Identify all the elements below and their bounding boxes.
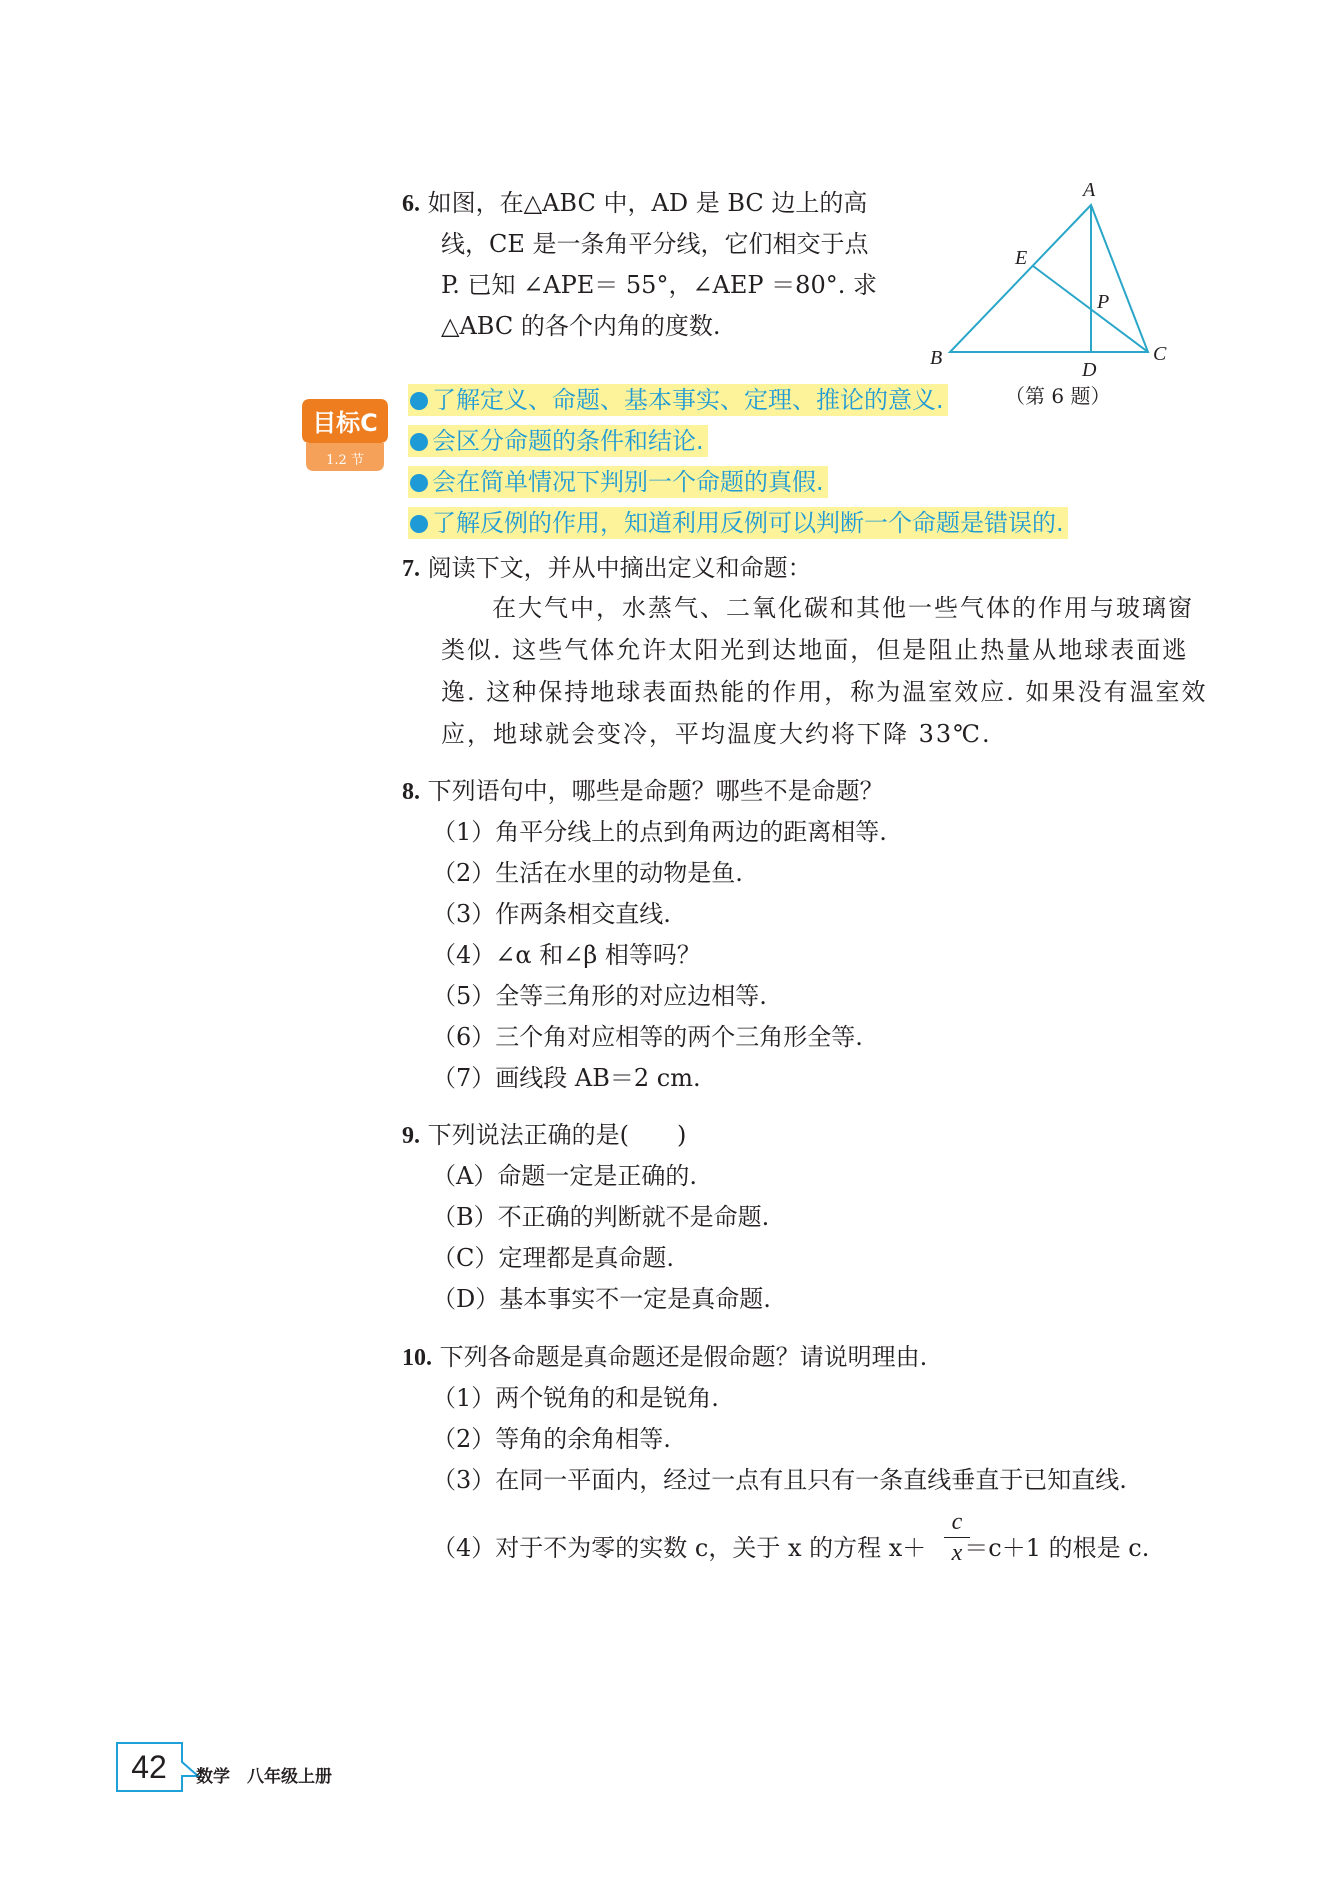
q7-passage-4: 应，地球就会变冷，平均温度大约将下降 33℃. — [441, 720, 992, 748]
q10-item-3: （3）在同一平面内，经过一点有且只有一条直线垂直于已知直线. — [432, 1466, 1127, 1494]
q10-line — [402, 1340, 927, 1375]
goal-item-3-text: 会在简单情况下判别一个命题的真假. — [432, 468, 824, 496]
q7-passage-2: 类似. 这些气体允许太阳光到达地面，但是阻止热量从地球表面逃 — [441, 636, 1189, 664]
label-d: D — [1082, 359, 1097, 381]
bullet-icon — [410, 433, 428, 451]
label-a: A — [1083, 180, 1096, 201]
q10-item-2: （2）等角的余角相等. — [432, 1425, 671, 1453]
q7-line — [402, 551, 812, 586]
bullet-icon — [410, 474, 428, 492]
q10-item-4-before: （4）对于不为零的实数 c，关于 x 的方程 x＋ — [432, 1534, 927, 1562]
label-p: P — [1097, 291, 1110, 313]
q9-option-c: （C）定理都是真命题. — [432, 1244, 674, 1272]
bullet-icon — [410, 515, 428, 533]
footer-book-title: 数学 八年级上册 — [196, 1767, 332, 1787]
goal-c-badge — [296, 393, 394, 475]
q7-number: 7. — [402, 556, 420, 582]
goal-item-4 — [408, 507, 1068, 539]
goal-item-1 — [408, 384, 948, 416]
q6-line-3: P. 已知 ∠APE＝ 55°，∠AEP ＝80°. 求 — [441, 271, 877, 299]
goal-c-badge-section: 1.2 节 — [326, 453, 364, 468]
fraction-numerator: c — [951, 1509, 963, 1535]
q9-text: 下列说法正确的是( ) — [427, 1121, 687, 1149]
figure-caption: （第 6 题） — [1005, 384, 1111, 408]
goal-c-badge-title: 目标C — [312, 409, 378, 437]
q10-fraction — [938, 1507, 976, 1568]
q8-item-1: （1）角平分线上的点到角两边的距离相等. — [432, 818, 887, 846]
q7-passage-1: 在大气中，水蒸气、二氧化碳和其他一些气体的作用与玻璃窗 — [492, 594, 1194, 622]
q6-text-1: 如图，在△ABC 中，AD 是 BC 边上的高 — [427, 189, 868, 217]
q10-item-1: （1）两个锐角的和是锐角. — [432, 1384, 719, 1412]
q7-passage-3: 逸. 这种保持地球表面热能的作用，称为温室效应. 如果没有温室效 — [441, 678, 1208, 706]
q8-line — [402, 774, 884, 809]
q8-item-7: （7）画线段 AB＝2 cm. — [432, 1064, 701, 1092]
q8-item-2: （2）生活在水里的动物是鱼. — [432, 859, 743, 887]
goal-item-2 — [408, 425, 708, 457]
label-c: C — [1153, 343, 1167, 365]
q8-item-5: （5）全等三角形的对应边相等. — [432, 982, 767, 1010]
q6-line-1 — [402, 186, 867, 221]
page-number-box — [116, 1742, 180, 1792]
q9-option-d: （D）基本事实不一定是真命题. — [432, 1285, 771, 1313]
q8-item-6: （6）三个角对应相等的两个三角形全等. — [432, 1023, 863, 1051]
goal-item-2-text: 会区分命题的条件和结论. — [432, 427, 704, 455]
bullet-icon — [410, 392, 428, 410]
label-e: E — [1015, 247, 1028, 269]
q8-item-3: （3）作两条相交直线. — [432, 900, 671, 928]
q6-line-2: 线，CE 是一条角平分线，它们相交于点 — [441, 230, 869, 258]
q9-line — [402, 1118, 686, 1153]
q6-line-4: △ABC 的各个内角的度数. — [441, 312, 721, 340]
goal-item-3 — [408, 466, 828, 498]
q10-item-4 — [432, 1531, 1149, 1565]
q9-number: 9. — [402, 1123, 420, 1149]
goal-item-4-text: 了解反例的作用，知道利用反例可以判断一个命题是错误的. — [432, 509, 1064, 537]
q6-number: 6. — [402, 191, 420, 217]
page-number: 42 — [131, 1749, 167, 1785]
q10-text: 下列各命题是真命题还是假命题？请说明理由. — [439, 1343, 928, 1371]
q8-text: 下列语句中，哪些是命题？哪些不是命题？ — [427, 777, 884, 805]
goal-item-1-text: 了解定义、命题、基本事实、定理、推论的意义. — [432, 386, 944, 414]
q8-item-4: （4）∠α 和∠β 相等吗？ — [432, 941, 701, 969]
q10-item-4-after: ＝c＋1 的根是 c. — [964, 1534, 1150, 1562]
q9-option-b: （B）不正确的判断就不是命题. — [432, 1203, 770, 1231]
q8-number: 8. — [402, 779, 420, 805]
label-b: B — [930, 347, 943, 369]
q9-option-a: （A）命题一定是正确的. — [432, 1162, 697, 1190]
fraction-denominator: x — [951, 1540, 963, 1566]
q10-number: 10. — [402, 1345, 432, 1371]
triangle-figure — [920, 180, 1180, 420]
q7-text: 阅读下文，并从中摘出定义和命题： — [427, 554, 812, 582]
